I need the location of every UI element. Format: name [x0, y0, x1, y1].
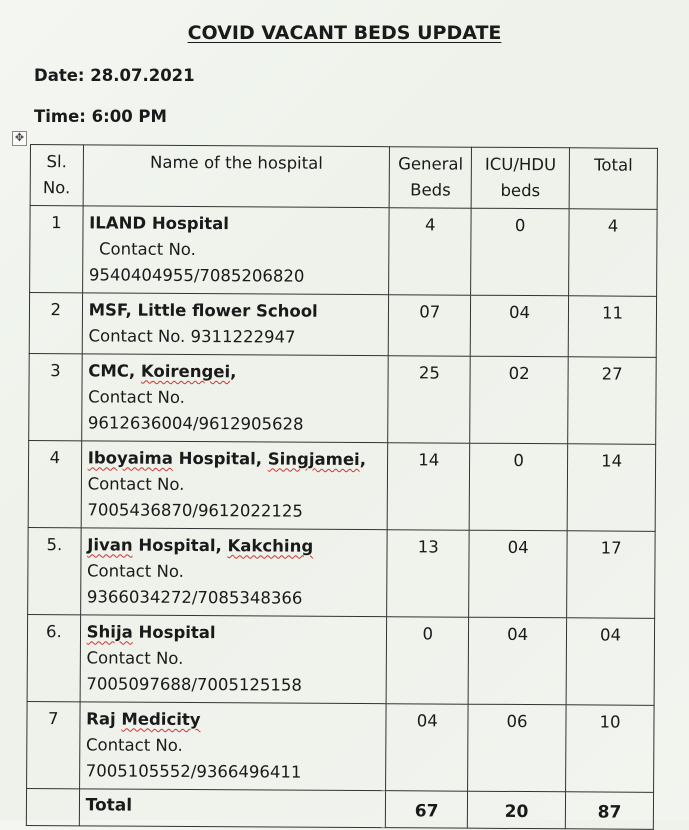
icu-beds-cell: 04 [470, 295, 568, 357]
header-general-line2: Beds [410, 180, 451, 200]
icu-beds-cell: 04 [469, 530, 568, 618]
hospital-name-part: Singjamei [267, 449, 360, 470]
table-row [29, 353, 657, 444]
hospital-name-part: Raj [86, 709, 122, 729]
row-hospital [82, 206, 389, 295]
header-sl-line1: Sl. [46, 152, 67, 172]
header-icu-line1: ICU/HDU [484, 154, 557, 175]
contact-number: 7005097688/7005125158 [86, 674, 302, 695]
hospital-name-part: Shija [86, 622, 133, 642]
general-beds-cell: 13 [387, 530, 469, 617]
general-beds-cell: 25 [388, 356, 470, 443]
icu-beds-cell: 02 [470, 356, 569, 444]
total-row [26, 788, 653, 829]
hospital-name-part: Medicity [121, 709, 201, 730]
contact-number: 9366034272/7085348366 [86, 587, 303, 608]
contact-label: Contact No. [88, 387, 186, 407]
contact-number: 7005105552/9366496411 [85, 761, 302, 782]
row-sl: 1 [30, 206, 83, 293]
vacant-beds-table [26, 144, 658, 830]
table-move-handle-icon[interactable]: ✥ [12, 131, 27, 146]
header-total: Total [569, 148, 657, 210]
general-beds-cell: 4 [389, 208, 471, 295]
icu-beds-cell: 0 [469, 443, 568, 531]
hospital-name [88, 358, 382, 386]
table-row [29, 293, 656, 358]
contact-number: 9612636004/9612905628 [87, 413, 304, 434]
table-header-row [30, 145, 657, 210]
contact-label: Contact No. 9311222947 [88, 326, 296, 347]
row-sl: 2 [29, 293, 82, 354]
contact-number: 9540404955/7085206820 [88, 265, 305, 286]
hospital-name [87, 532, 381, 560]
header-icu-beds [471, 147, 569, 209]
contact-label: Contact No. [86, 648, 184, 668]
hospital-name: ILAND Hospital [89, 213, 230, 234]
hospital-name [87, 619, 381, 647]
document-title: COVID VACANT BEDS UPDATE [187, 22, 502, 44]
hospital-name-part: Hospital [132, 622, 216, 643]
row-hospital [81, 441, 388, 530]
total-beds-cell: 11 [568, 296, 656, 358]
general-beds-cell: 14 [388, 443, 470, 530]
total-label: Total [79, 789, 386, 828]
contact-label: Contact No. [87, 474, 185, 494]
general-beds-cell: 0 [387, 617, 469, 704]
total-beds-cell: 14 [567, 444, 655, 532]
hospital-name-part: CMC, [88, 361, 142, 381]
hospital-name [86, 706, 380, 734]
total-beds-cell: 27 [568, 357, 656, 445]
header-hospital-name: Name of the hospital [83, 145, 390, 208]
hospital-name-part: Jivan [87, 535, 133, 555]
contact-label: Contact No. [98, 239, 196, 260]
total-general-beds: 67 [386, 791, 468, 828]
row-sl: 7 [27, 701, 80, 788]
table-row [27, 614, 655, 705]
table-row [28, 527, 656, 618]
row-sl: 3 [29, 353, 82, 440]
hospital-name-part: Iboyaima [87, 448, 173, 468]
row-hospital [82, 293, 389, 356]
report-time: Time: 6:00 PM [34, 107, 167, 126]
hospital-name-part: Koirengei [140, 361, 231, 382]
header-general-beds [390, 147, 472, 208]
table-row [30, 206, 658, 297]
row-hospital [81, 354, 388, 443]
contact-label: Contact No. [87, 561, 184, 581]
header-sl-no [30, 145, 83, 206]
row-sl: 5. [28, 527, 81, 614]
total-all-beds: 87 [565, 792, 653, 830]
general-beds-cell: 04 [386, 704, 468, 791]
hospital-name-part: , [359, 450, 367, 470]
general-beds-cell: 07 [389, 295, 471, 356]
header-icu-line2: beds [500, 180, 541, 201]
row-hospital [80, 528, 387, 617]
row-hospital [80, 615, 387, 704]
table-row [28, 440, 656, 531]
total-icu-beds: 20 [467, 791, 565, 829]
total-row-sl [26, 788, 79, 825]
total-beds-cell: 17 [567, 531, 655, 619]
hospital-name [88, 445, 382, 473]
total-beds-cell: 04 [566, 618, 654, 706]
row-sl: 4 [28, 440, 81, 527]
icu-beds-cell: 0 [471, 208, 570, 296]
hospital-name-part: Hospital, [132, 535, 228, 556]
icu-beds-cell: 06 [468, 704, 567, 792]
contact-number: 7005436870/9612022125 [87, 500, 304, 521]
table-row [27, 701, 655, 792]
row-hospital [79, 702, 386, 791]
total-beds-cell: 10 [566, 705, 654, 793]
hospital-name-part: Kakching [227, 536, 314, 556]
hospital-name-part: Hospital, [172, 448, 268, 469]
contact-label: Contact No. [85, 735, 183, 755]
icu-beds-cell: 04 [468, 617, 567, 705]
hospital-name: MSF, Little flower School [88, 300, 318, 321]
total-beds-cell: 4 [569, 209, 657, 297]
header-sl-line2: No. [42, 178, 71, 198]
report-date: Date: 28.07.2021 [34, 66, 195, 85]
row-sl: 6. [27, 614, 80, 701]
header-general-line1: General [398, 154, 464, 174]
hospital-name-part: , [230, 362, 237, 382]
